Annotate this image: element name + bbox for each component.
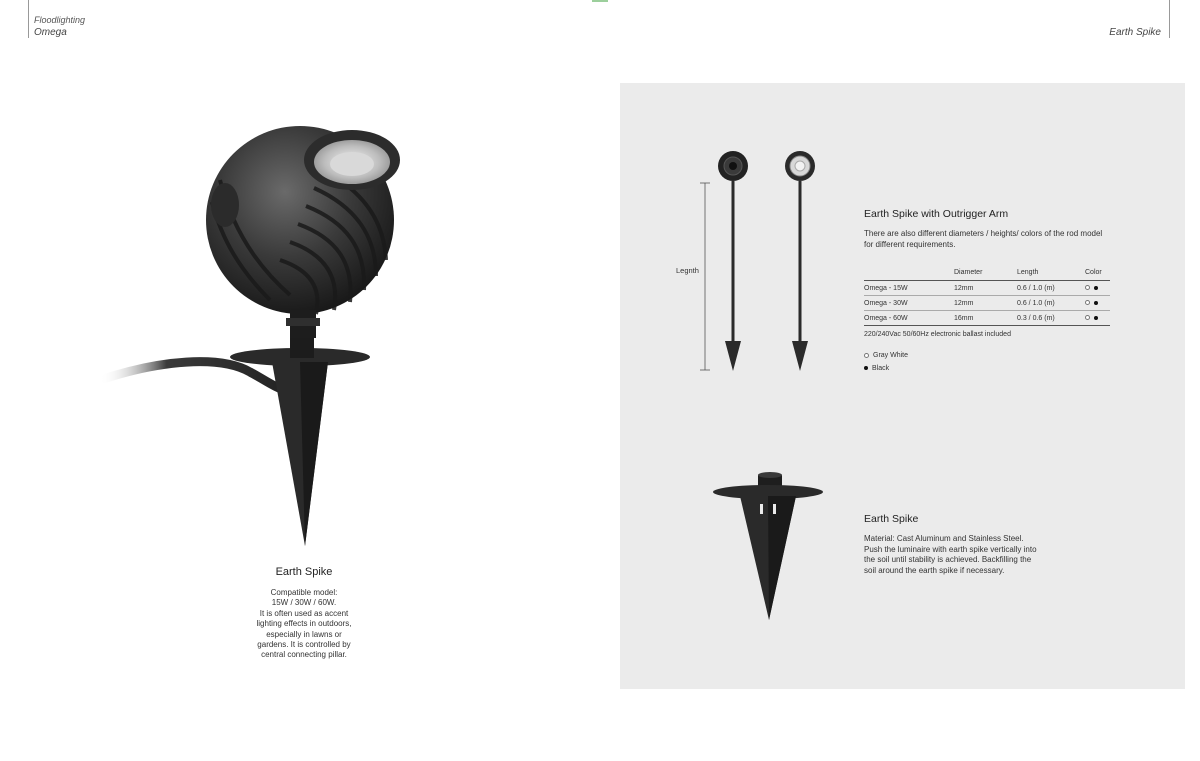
dimension-length-label: Legnth — [676, 266, 699, 275]
white-swatch-icon — [1085, 285, 1090, 290]
legend-black — [864, 365, 889, 372]
table-row — [864, 296, 1110, 311]
spike-title: Earth Spike — [864, 513, 919, 525]
header-rule-left — [28, 0, 29, 38]
hero-line: gardens. It is controlled by — [257, 640, 351, 650]
hero-line: 15W / 30W / 60W. — [271, 598, 337, 608]
cell-length: 0.6 / 1.0 (m) — [1017, 296, 1085, 311]
outrigger-desc-line: There are also different diameters / heights/ colors of the rod model — [864, 229, 1103, 238]
hero-description — [244, 588, 364, 661]
hero-floodlight-image — [100, 110, 420, 550]
header-color: Color — [1085, 266, 1110, 281]
cell-length: 0.6 / 1.0 (m) — [1017, 281, 1085, 296]
outrigger-title: Earth Spike with Outrigger Arm — [864, 208, 1009, 220]
spike-desc-line: Material: Cast Aluminum and Stainless Steel. — [864, 534, 1024, 543]
header-rule-right — [1169, 0, 1170, 38]
white-swatch-icon — [864, 353, 869, 358]
cell-model: Omega - 30W — [864, 296, 954, 311]
spike-description — [864, 534, 1054, 576]
cell-color — [1085, 311, 1110, 326]
header-diameter: Diameter — [954, 266, 1017, 281]
header-category: Floodlighting — [34, 15, 86, 25]
earth-spike-image — [710, 470, 830, 625]
table-row — [864, 311, 1110, 326]
outrigger-desc-line: for different requirements. — [864, 239, 956, 249]
white-swatch-icon — [1085, 300, 1090, 305]
hero-line: Compatible model: — [270, 588, 338, 597]
header-model — [864, 266, 954, 281]
outrigger-rods-image — [690, 145, 830, 380]
cell-length: 0.3 / 0.6 (m) — [1017, 311, 1085, 326]
cell-model: Omega - 15W — [864, 281, 954, 296]
cell-diameter: 16mm — [954, 311, 1017, 326]
legend-gray-white — [864, 352, 908, 359]
legend-label: Black — [872, 365, 890, 372]
hero-line: lighting effects in outdoors, — [256, 619, 352, 629]
spec-table-header — [864, 266, 1110, 281]
white-swatch-icon — [1085, 315, 1090, 320]
hero-line: central connecting pillar. — [261, 650, 347, 660]
black-swatch-icon — [1094, 286, 1098, 290]
spike-desc-line: Push the luminaire with earth spike vertically into — [864, 544, 1037, 554]
black-swatch-icon — [1094, 301, 1098, 305]
black-swatch-icon — [1094, 316, 1098, 320]
header-length: Length — [1017, 266, 1085, 281]
outrigger-description — [864, 229, 1114, 250]
page-tab-marker — [592, 0, 608, 2]
black-swatch-icon — [864, 366, 868, 370]
cell-diameter: 12mm — [954, 296, 1017, 311]
hero-title: Earth Spike — [275, 566, 333, 578]
table-row — [864, 281, 1110, 296]
header-section: Earth Spike — [1109, 27, 1161, 38]
hero-line: especially in lawns or — [266, 629, 342, 639]
ballast-note: 220/240Vac 50/60Hz electronic ballast included — [864, 331, 1011, 338]
spike-desc-line: the soil until stability is achieved. Backfilling the — [864, 555, 1032, 564]
cell-diameter: 12mm — [954, 281, 1017, 296]
header-product: Omega — [34, 27, 67, 38]
hero-line: It is often used as accent — [259, 608, 349, 618]
spike-desc-line: soil around the earth spike if necessary. — [864, 565, 1005, 575]
cell-color — [1085, 296, 1110, 311]
legend-label: Gray White — [873, 352, 909, 359]
spec-table — [864, 266, 1110, 326]
cell-model: Omega - 60W — [864, 311, 954, 326]
cell-color — [1085, 281, 1110, 296]
